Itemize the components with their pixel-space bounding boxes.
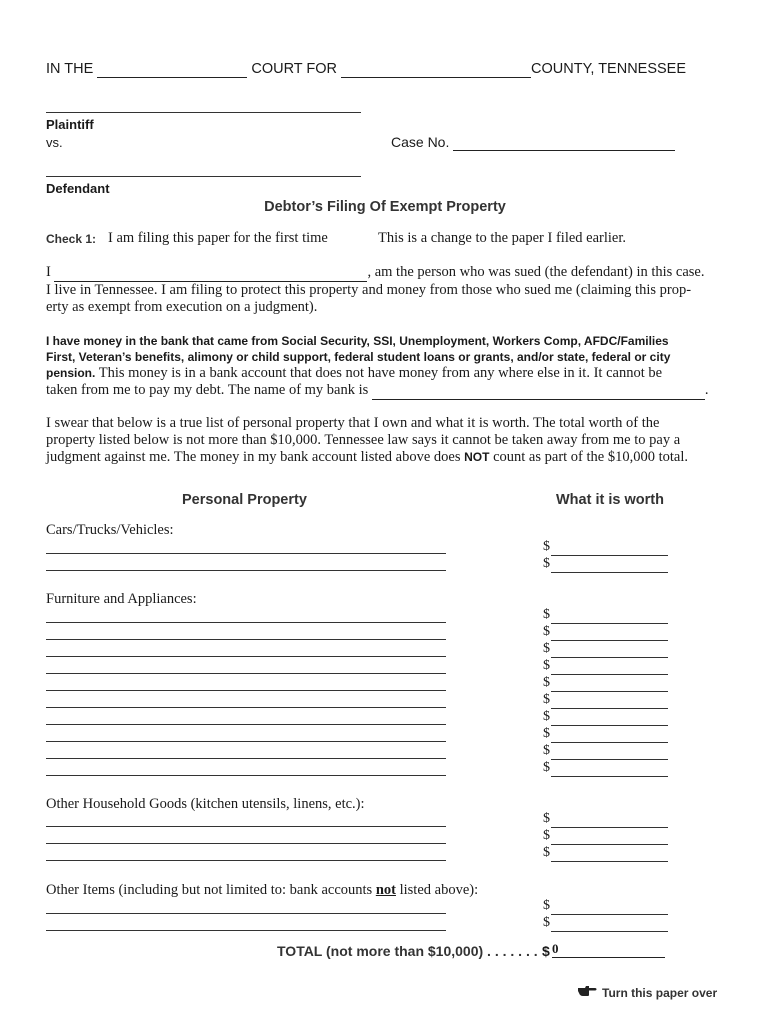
- personal-property-header: Personal Property: [182, 492, 307, 508]
- household-item-field[interactable]: [46, 826, 446, 827]
- furniture-worth-field[interactable]: [551, 657, 668, 658]
- household-item-field[interactable]: [46, 860, 446, 861]
- furniture-worth-field[interactable]: [551, 725, 668, 726]
- check-row: [46, 231, 96, 248]
- intro-line-2: I live in Tennessee. I am filing to protect this property and money from those who sued me (claiming this prop-: [46, 282, 692, 298]
- furniture-item-field[interactable]: [46, 707, 446, 708]
- plaintiff-name-field[interactable]: [46, 112, 361, 113]
- dollar-sign: $: [543, 743, 550, 758]
- change-option[interactable]: This is a change to the paper I filed earlier.: [378, 230, 627, 246]
- total-amount-field[interactable]: 0: [552, 941, 665, 958]
- household-worth-field[interactable]: [551, 827, 668, 828]
- court-name-field[interactable]: [97, 61, 247, 78]
- dollar-sign: $: [543, 624, 550, 639]
- swear-line-3a: judgment against me. The money in my bank account listed above does: [46, 449, 465, 465]
- cars-worth-field[interactable]: [551, 555, 668, 556]
- cars-label: Cars/Trucks/Vehicles:: [46, 522, 174, 538]
- dollar-sign: $: [543, 898, 550, 913]
- other-items-text-a: Other Items (including but not limited to: bank accounts: [46, 882, 376, 898]
- bank-bold-pension: pension.: [46, 366, 96, 380]
- dollar-sign: $: [543, 915, 550, 930]
- case-number-field[interactable]: [453, 134, 675, 151]
- dollar-sign: $: [543, 760, 550, 775]
- furniture-worth-field[interactable]: [551, 742, 668, 743]
- furniture-worth-field[interactable]: [551, 691, 668, 692]
- dollar-sign: $: [543, 828, 550, 843]
- case-no-label: Case No.: [391, 134, 450, 150]
- dollar-sign: $: [543, 658, 550, 673]
- other-worth-field[interactable]: [551, 914, 668, 915]
- dollar-sign: $: [543, 556, 550, 571]
- furniture-item-field[interactable]: [46, 673, 446, 674]
- dollar-sign: $: [543, 539, 550, 554]
- swear-not: NOT: [464, 450, 490, 464]
- bank-paragraph: [46, 333, 726, 400]
- furniture-item-field[interactable]: [46, 775, 446, 776]
- furniture-worth-field[interactable]: [551, 623, 668, 624]
- furniture-item-field[interactable]: [46, 724, 446, 725]
- swear-line-2: property listed below is not more than $10,000. Tennessee law says it cannot be taken away from me to pay a: [46, 432, 681, 448]
- cars-worth-field[interactable]: [551, 572, 668, 573]
- court-for-label: COURT FOR: [251, 61, 338, 77]
- bank-bold-line-2: First, Veteran’s benefits, alimony or child support, federal student loans or grants, and/or state, federal or city: [46, 350, 671, 364]
- defendant-full-name-field[interactable]: [54, 264, 367, 282]
- other-items-label: [46, 882, 478, 899]
- dollar-sign: $: [543, 675, 550, 690]
- bank-name-field[interactable]: [372, 382, 705, 400]
- check-label: Check 1:: [46, 232, 97, 246]
- cars-item-field[interactable]: [46, 553, 446, 554]
- bank-bold-line-1: I have money in the bank that came from Social Security, SSI, Unemployment, Workers Comp, AFDC/Families: [46, 334, 669, 348]
- plaintiff-label: Plaintiff: [46, 117, 94, 132]
- swear-line-1: I swear that below is a true list of personal property that I own and what it is worth. The total worth of the: [46, 415, 660, 431]
- county-name-field[interactable]: [341, 61, 531, 78]
- furniture-worth-field[interactable]: [551, 674, 668, 675]
- turn-over-note: Turn this paper over: [602, 986, 718, 1000]
- dollar-sign: $: [543, 607, 550, 622]
- furniture-item-field[interactable]: [46, 690, 446, 691]
- furniture-item-field[interactable]: [46, 741, 446, 742]
- other-item-field[interactable]: [46, 930, 446, 931]
- furniture-item-field[interactable]: [46, 758, 446, 759]
- household-worth-field[interactable]: [551, 861, 668, 862]
- intro-after-name: , am the person who was sued (the defendant) in this case.: [367, 264, 705, 280]
- other-items-not: not: [375, 882, 396, 898]
- other-items-text-b: listed above):: [395, 882, 479, 898]
- dollar-sign: $: [543, 726, 550, 741]
- swear-line-3b: count as part of the $10,000 total.: [489, 449, 688, 465]
- case-number-row: [391, 134, 675, 151]
- furniture-item-field[interactable]: [46, 639, 446, 640]
- furniture-label: Furniture and Appliances:: [46, 591, 197, 607]
- total-label: TOTAL (not more than $10,000) . . . . . . .: [277, 943, 538, 959]
- defendant-name-field[interactable]: [46, 176, 361, 177]
- court-header: [46, 61, 686, 78]
- swear-paragraph: [46, 415, 726, 466]
- in-the-label: IN THE: [46, 61, 94, 77]
- household-item-field[interactable]: [46, 843, 446, 844]
- worth-header: What it is worth: [556, 492, 664, 508]
- household-label: Other Household Goods (kitchen utensils, linens, etc.):: [46, 796, 365, 812]
- dollar-sign: $: [543, 845, 550, 860]
- dollar-sign: $: [543, 811, 550, 826]
- furniture-item-field[interactable]: [46, 656, 446, 657]
- county-label: COUNTY, TENNESSEE: [531, 61, 687, 77]
- intro-i: I: [46, 264, 51, 280]
- dollar-sign: $: [543, 709, 550, 724]
- bank-text-line-4: taken from me to pay my debt. The name of my bank is: [46, 382, 369, 398]
- furniture-worth-field[interactable]: [551, 759, 668, 760]
- other-item-field[interactable]: [46, 913, 446, 914]
- dollar-sign: $: [543, 692, 550, 707]
- form-title: Debtor’s Filing Of Exempt Property: [264, 199, 506, 215]
- bank-text-line-3: This money is in a bank account that does not have money from any where else in it. It cannot be: [95, 365, 663, 381]
- dollar-sign: $: [543, 641, 550, 656]
- household-worth-field[interactable]: [551, 844, 668, 845]
- intro-line-3: erty as exempt from execution on a judgment).: [46, 299, 318, 315]
- defendant-label: Defendant: [46, 181, 110, 196]
- furniture-worth-field[interactable]: [551, 776, 668, 777]
- first-time-option[interactable]: I am filing this paper for the first time: [108, 230, 328, 246]
- bank-period: .: [704, 382, 709, 398]
- furniture-worth-field[interactable]: [551, 708, 668, 709]
- cars-item-field[interactable]: [46, 570, 446, 571]
- other-worth-field[interactable]: [551, 931, 668, 932]
- vs-label: vs.: [46, 135, 63, 150]
- total-dollar: $: [542, 943, 550, 959]
- pointing-hand-icon: [577, 984, 597, 1002]
- furniture-item-field[interactable]: [46, 622, 446, 623]
- furniture-worth-field[interactable]: [551, 640, 668, 641]
- intro-paragraph: [46, 264, 726, 316]
